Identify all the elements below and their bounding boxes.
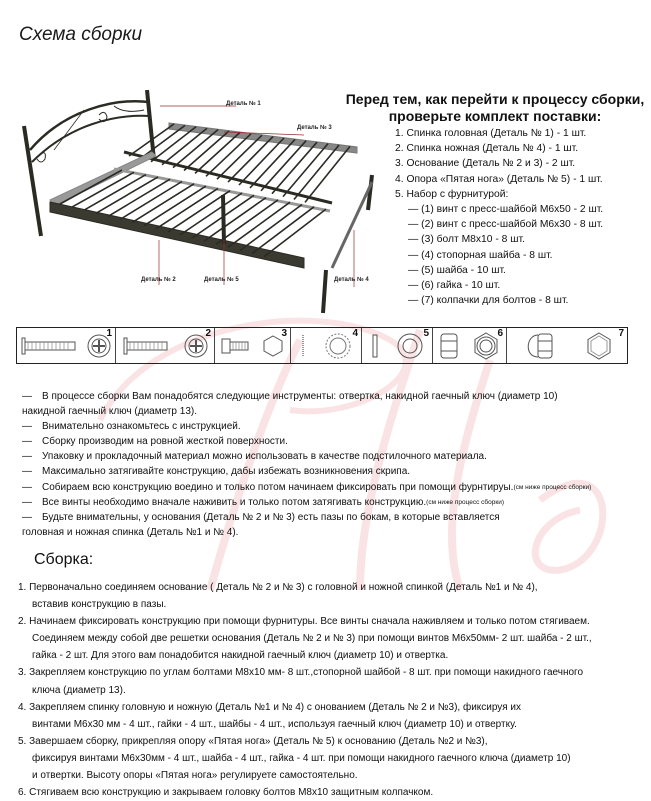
step-text: 3. Закрепляем конструкцию по углам болтами М8х10 мм- 8 шт.,стопорной шайбой - 8 шт. при помощи накидного гаечного	[18, 667, 584, 679]
slat	[206, 134, 251, 177]
note-item	[22, 419, 591, 434]
cap-nut-icon	[522, 332, 556, 360]
note-dash: —	[22, 451, 32, 463]
hardware-cell-6	[433, 328, 507, 363]
step-6	[18, 784, 592, 801]
slat	[96, 177, 158, 213]
kit-item: 4. Опора «Пятая нога» (Деталь № 5) - 1 шт.	[395, 173, 603, 185]
note-item	[22, 434, 591, 449]
assembly-title: Сборка:	[34, 551, 94, 568]
note-item	[22, 464, 591, 479]
step-5	[18, 733, 592, 784]
hardware-strip	[16, 327, 628, 364]
step-text-cont: ключа (диаметр 13).	[32, 684, 126, 696]
slat	[272, 142, 317, 194]
slat	[151, 127, 196, 162]
kit-item: 3. Основание (Деталь № 2 и 3) - 2 шт.	[395, 158, 576, 170]
bolt-icon	[220, 336, 250, 356]
slat	[144, 186, 206, 226]
slat	[204, 198, 266, 242]
hardware-item: — (6) гайка - 10 шт.	[408, 280, 501, 292]
note-text: Сборку производим на ровной жесткой поверхности.	[42, 436, 288, 448]
hardware-cell-3	[215, 328, 291, 363]
washer-icon	[396, 332, 424, 360]
slat	[252, 207, 314, 254]
page-title: Схема сборки	[19, 24, 143, 45]
slat	[217, 135, 262, 179]
hardware-item: — (3) болт М8х10 - 8 шт.	[408, 234, 525, 246]
hardware-item: — (1) винт с пресс-шайбой М6х50 - 2 шт.	[408, 204, 604, 216]
fifth-leg	[223, 195, 224, 244]
hardware-item: — (4) стопорная шайба - 8 шт.	[408, 249, 553, 261]
nut-icon	[472, 332, 500, 360]
label-part-5: Деталь № 5	[204, 277, 239, 283]
hardware-item: — (2) винт с пресс-шайбой М6х30 - 8 шт.	[408, 219, 604, 231]
label-part-4: Деталь № 4	[334, 277, 369, 283]
slat	[283, 144, 328, 197]
slat	[228, 137, 273, 183]
slat	[120, 182, 182, 220]
note-text: Все винты необходимо вначале наживить и только потом затягивать конструкцию.	[42, 496, 427, 508]
note-small: (см ниже процесс сборки)	[426, 498, 504, 506]
step-text-cont: Соединяем между собой две решетки основания (Деталь № 2 и № 3) при помощи винтов М6х50мм- 2 шт. шайба - 2 шт.,	[32, 633, 592, 645]
slat	[261, 141, 306, 191]
slat	[239, 138, 284, 185]
step-4	[18, 699, 592, 733]
hardware-number: 2	[205, 328, 211, 339]
step-3	[18, 664, 592, 698]
step-text-cont: и отвертки. Высоту опоры «Пятая нога» регулируете самостоятельно.	[32, 770, 358, 782]
slat	[184, 131, 229, 171]
step-text: 4. Закрепляем спинку головную и ножную (Деталь №1 и № 4) с онованием (Деталь № 2 и №3), фиксируя их	[18, 701, 521, 713]
hardware-cell-4	[291, 328, 362, 363]
note-dash: —	[22, 391, 32, 402]
slat	[264, 209, 326, 257]
step-text: 6. Стягиваем всю конструкцию и закрываем головку болтов М8х10 защитным колпачком.	[18, 787, 434, 799]
screw-long-icon	[20, 336, 80, 356]
note-dash: —	[22, 421, 32, 433]
note-text: Упаковку и прокладочный материал можно использовать в качестве подстилочного материала.	[42, 451, 487, 463]
note-item	[22, 510, 591, 540]
note-text: Максимально затягивайте конструкцию, дабы избежать возникновения скрипа.	[42, 466, 411, 478]
slat	[294, 145, 339, 200]
kit-list	[395, 126, 603, 308]
step-text-cont: винтами М6х30 мм - 4 шт., гайки - 4 шт., шайбы - 4 шт., используя гаечный ключ (диаметр 10) и отвертку.	[32, 718, 517, 730]
washer-side-icon	[371, 333, 379, 359]
slat	[162, 128, 207, 165]
step-text: 2. Начинаем фиксировать конструкцию при помощи фурнитуры. Все винты сначала наживляем и только потом стягиваем.	[18, 616, 590, 628]
kit-header	[345, 91, 645, 125]
hardware-cell-5	[362, 328, 433, 363]
kit-item: 5. Набор с фурнитурой:	[395, 188, 509, 200]
hardware-number: 4	[352, 328, 358, 339]
step-text: 5. Завершаем сборку, прикрепляя опору «Пятая нога» (Деталь № 5) к основанию (Деталь №2 и №3),	[18, 735, 488, 747]
hardware-number: 7	[618, 328, 624, 339]
note-dash: —	[22, 511, 32, 523]
slat	[240, 205, 302, 251]
note-dash: —	[22, 481, 32, 493]
slat	[250, 139, 295, 188]
kit-header-line2: проверьте комплект поставки:	[388, 108, 602, 124]
slat	[156, 188, 218, 228]
step-text: 1. Первоначально соединяем основание ( Деталь № 2 и № 3) с головной и ножной спинкой (Деталь №1 и № 4),	[18, 582, 538, 593]
slat	[180, 193, 242, 235]
lock-washer-icon	[324, 332, 352, 360]
bed-diagram	[14, 90, 384, 320]
step-2	[18, 613, 592, 664]
step-1	[18, 579, 592, 613]
hardware-number: 1	[106, 328, 112, 339]
note-text: Будьте внимательны, у основания (Деталь № 2 и № 3) есть пазы по бокам, в которые вставляется	[42, 511, 500, 523]
lock-washer-side-icon	[300, 333, 306, 359]
hex-cap-icon	[585, 332, 613, 360]
slat	[60, 170, 122, 204]
hardware-number: 3	[281, 328, 287, 339]
label-part-2: Деталь № 2	[141, 277, 176, 283]
hardware-cell-1	[17, 328, 116, 363]
note-text: В процессе сборки Вам понадобятся следующие инструменты: отвертка, накидной гаечный ключ (диаметр 10)	[42, 391, 558, 402]
slat	[173, 130, 218, 168]
step-text-cont: фиксируя винтами М6х30мм - 4 шт., шайба - 4 шт., гайка - 4 шт. при помощи накидного гаечного ключа (диаметр 10)	[32, 752, 571, 764]
hardware-number: 5	[423, 328, 429, 339]
nut-side-icon	[439, 332, 459, 360]
note-text: Внимательно ознакомьтесь с инструкцией.	[42, 421, 241, 433]
note-small: (см ниже процесс сборки)	[513, 483, 592, 491]
slat	[168, 191, 230, 232]
slat	[108, 179, 170, 216]
hardware-item: — (5) шайба - 10 шт.	[408, 264, 506, 276]
note-text-cont: головная и ножная спинка (Деталь №1 и № 4).	[22, 526, 239, 538]
hardware-cell-7	[507, 328, 627, 363]
note-dash: —	[22, 466, 32, 478]
hardware-cell-2	[116, 328, 215, 363]
note-item	[22, 449, 591, 464]
hardware-number: 6	[497, 328, 503, 339]
step-text-cont: гайка - 2 шт. Для этого вам понадобится накидной гаечный ключ (диаметр 10) и отвертка.	[32, 650, 449, 662]
note-text-cont: накидной гаечный ключ (диаметр 13).	[22, 406, 197, 418]
kit-item: 2. Спинка ножная (Деталь № 4) - 1 шт.	[395, 143, 579, 155]
assembly-steps	[18, 579, 592, 801]
note-item	[22, 495, 591, 510]
note-text: Собираем всю конструкцию воедино и только потом начинаем фиксировать при помощи фурнтируы.	[42, 481, 514, 493]
note-dash: —	[22, 496, 32, 508]
slat	[132, 184, 194, 223]
label-part-1: Деталь № 1	[226, 101, 261, 107]
slat	[305, 146, 350, 202]
footboard	[323, 175, 372, 313]
hardware-item: — (7) колпачки для болтов - 8 шт.	[408, 295, 569, 307]
kit-header-line1: Перед тем, как перейти к процессу сборки,	[345, 91, 645, 107]
notes-list	[22, 389, 591, 540]
slat	[140, 125, 185, 158]
label-part-3: Деталь № 3	[297, 125, 332, 131]
note-dash: —	[22, 436, 32, 448]
kit-item: 1. Спинка головная (Деталь № 1) - 1 шт.	[395, 128, 587, 139]
screw-short-icon	[122, 336, 172, 356]
slat	[228, 202, 290, 247]
slat	[195, 132, 240, 173]
note-item	[22, 480, 591, 495]
step-text-cont: вставив конструкцию в пазы.	[32, 599, 167, 611]
note-item	[22, 389, 591, 419]
